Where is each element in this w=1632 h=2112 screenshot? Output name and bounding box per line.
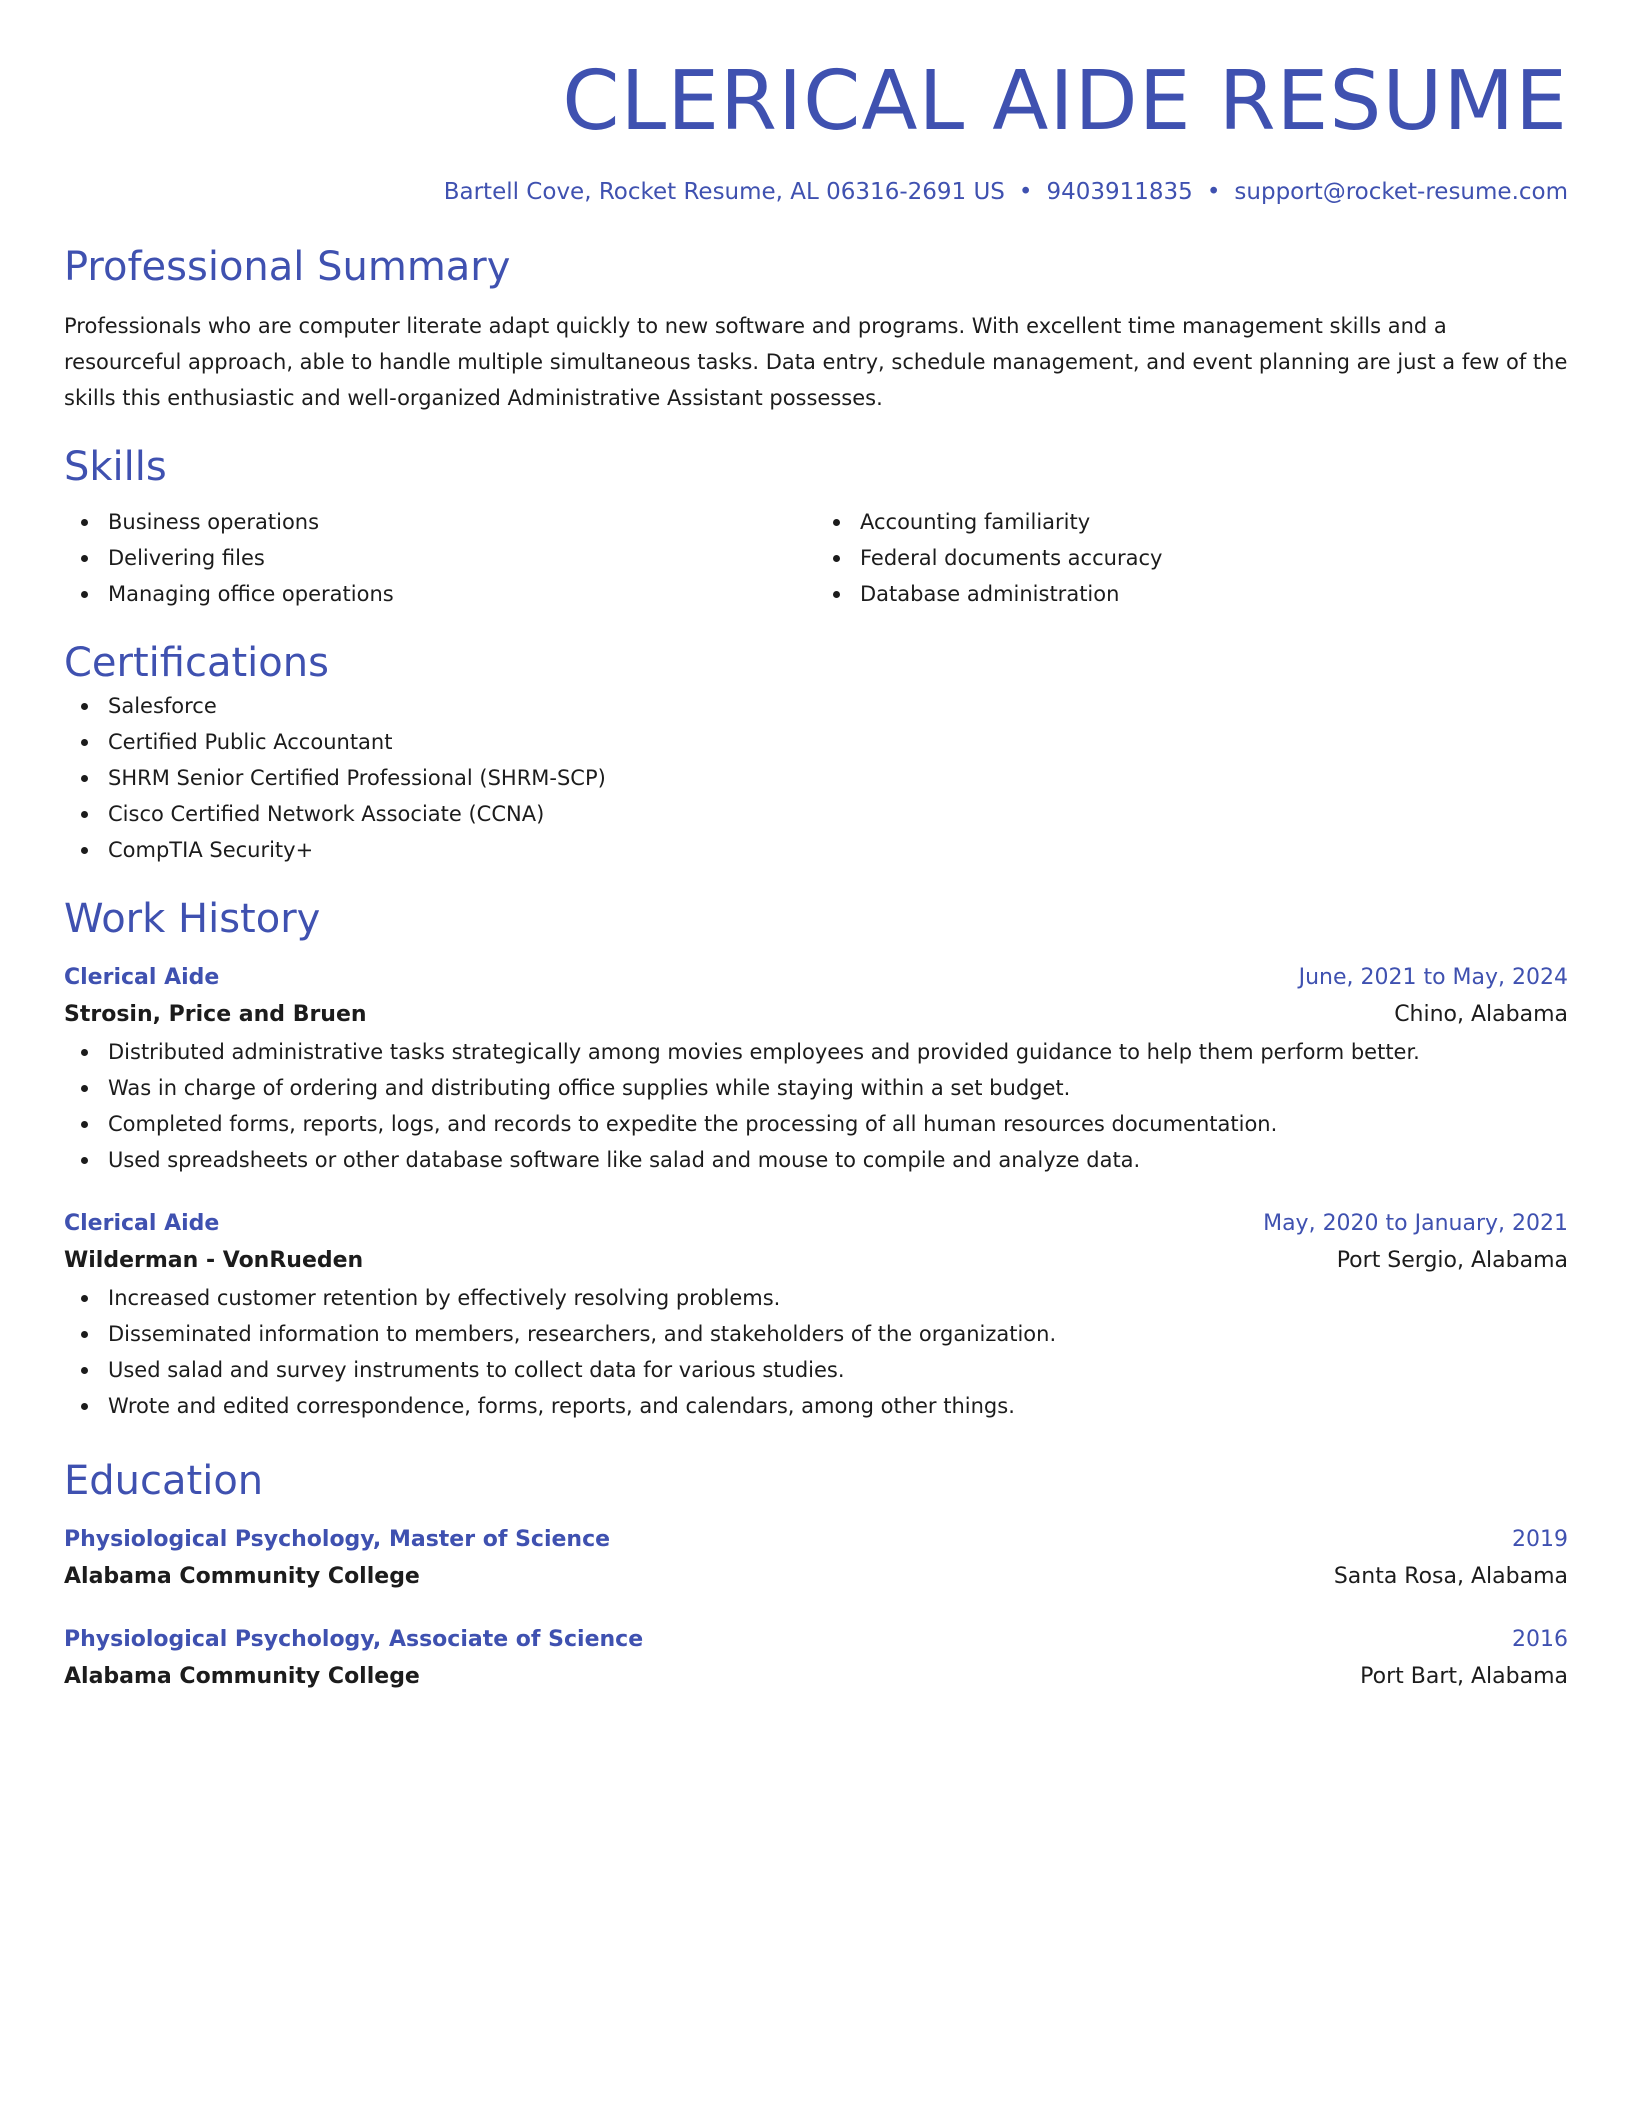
skills-list-right xyxy=(816,504,1568,612)
contact-separator: • xyxy=(1206,179,1221,205)
skill-item: Accounting familiarity xyxy=(816,504,1568,540)
job-duty-item: Used spreadsheets or other database software like salad and mouse to compile and analyze data. xyxy=(64,1142,1568,1178)
education-school-row xyxy=(64,1558,1568,1596)
education-degree-row xyxy=(64,1522,1568,1558)
job-entry xyxy=(64,1206,1568,1424)
skills-heading: Skills xyxy=(64,444,167,490)
job-company: Strosin, Price and Bruen xyxy=(64,1002,367,1027)
education-school: Alabama Community College xyxy=(64,1564,420,1589)
skills-columns xyxy=(64,504,1568,612)
job-duty-item: Completed forms, reports, logs, and records to expedite the processing of all human resources documentation. xyxy=(64,1106,1568,1142)
certification-item: Certified Public Accountant xyxy=(64,724,1568,760)
skill-item: Managing office operations xyxy=(64,576,816,612)
certifications-heading: Certifications xyxy=(64,640,329,686)
education-entry xyxy=(64,1522,1568,1596)
job-duties-list xyxy=(64,1280,1568,1424)
education-school-row xyxy=(64,1658,1568,1696)
certification-item: Salesforce xyxy=(64,688,1568,724)
education-school: Alabama Community College xyxy=(64,1664,420,1689)
job-dates: June, 2021 to May, 2024 xyxy=(1298,965,1568,990)
resume-header xyxy=(64,52,1568,208)
skill-item: Database administration xyxy=(816,576,1568,612)
job-entry xyxy=(64,960,1568,1178)
education-degree: Physiological Psychology, Associate of Science xyxy=(64,1627,644,1652)
contact-address: Bartell Cove, Rocket Resume, AL 06316-2691 US xyxy=(443,179,1005,205)
education-year: 2016 xyxy=(1512,1627,1568,1652)
skill-item: Federal documents accuracy xyxy=(816,540,1568,576)
education-degree: Physiological Psychology, Master of Science xyxy=(64,1527,611,1552)
certifications-list xyxy=(64,688,1568,868)
certification-item: SHRM Senior Certified Professional (SHRM-SCP) xyxy=(64,760,1568,796)
job-role-row xyxy=(64,1206,1568,1242)
job-duty-item: Disseminated information to members, researchers, and stakeholders of the organization. xyxy=(64,1316,1568,1352)
skill-item: Business operations xyxy=(64,504,816,540)
job-company: Wilderman - VonRueden xyxy=(64,1248,364,1273)
job-company-row xyxy=(64,1242,1568,1280)
certification-item: CompTIA Security+ xyxy=(64,832,1568,868)
resume-title: CLERICAL AIDE RESUME xyxy=(562,54,1568,149)
contact-line xyxy=(64,176,1568,208)
education-entry xyxy=(64,1622,1568,1696)
work-history-heading: Work History xyxy=(64,896,321,942)
contact-separator: • xyxy=(1018,179,1033,205)
education-year: 2019 xyxy=(1512,1527,1568,1552)
summary-text: Professionals who are computer literate adapt quickly to new software and programs. With excellent time management skills and a resourceful approach, able to handle multiple simultaneous tasks. Data entry, schedule management, and event planning are just a few of the skills this enthusiastic and well-organized Administrative Assistant possesses. xyxy=(64,314,1568,410)
education-degree-row xyxy=(64,1622,1568,1658)
job-duty-item: Was in charge of ordering and distributing office supplies while staying within a set budget. xyxy=(64,1070,1568,1106)
contact-phone: 9403911835 xyxy=(1046,179,1193,205)
contact-email[interactable]: support@rocket-resume.com xyxy=(1234,179,1568,205)
job-role: Clerical Aide xyxy=(64,965,220,990)
job-company-row xyxy=(64,996,1568,1034)
job-duty-item: Increased customer retention by effectively resolving problems. xyxy=(64,1280,1568,1316)
job-dates: May, 2020 to January, 2021 xyxy=(1263,1211,1568,1236)
education-heading: Education xyxy=(64,1458,264,1504)
job-duties-list xyxy=(64,1034,1568,1178)
certification-item: Cisco Certified Network Associate (CCNA) xyxy=(64,796,1568,832)
skill-item: Delivering files xyxy=(64,540,816,576)
job-role: Clerical Aide xyxy=(64,1211,220,1236)
skills-list-left xyxy=(64,504,816,612)
job-role-row xyxy=(64,960,1568,996)
job-location: Port Sergio, Alabama xyxy=(1336,1248,1568,1273)
job-duty-item: Used salad and survey instruments to collect data for various studies. xyxy=(64,1352,1568,1388)
job-location: Chino, Alabama xyxy=(1394,1002,1568,1027)
job-duty-item: Distributed administrative tasks strategically among movies employees and provided guidance to help them perform better. xyxy=(64,1034,1568,1070)
education-location: Santa Rosa, Alabama xyxy=(1333,1564,1568,1589)
education-location: Port Bart, Alabama xyxy=(1360,1664,1568,1689)
summary-heading: Professional Summary xyxy=(64,244,511,290)
job-duty-item: Wrote and edited correspondence, forms, reports, and calendars, among other things. xyxy=(64,1388,1568,1424)
